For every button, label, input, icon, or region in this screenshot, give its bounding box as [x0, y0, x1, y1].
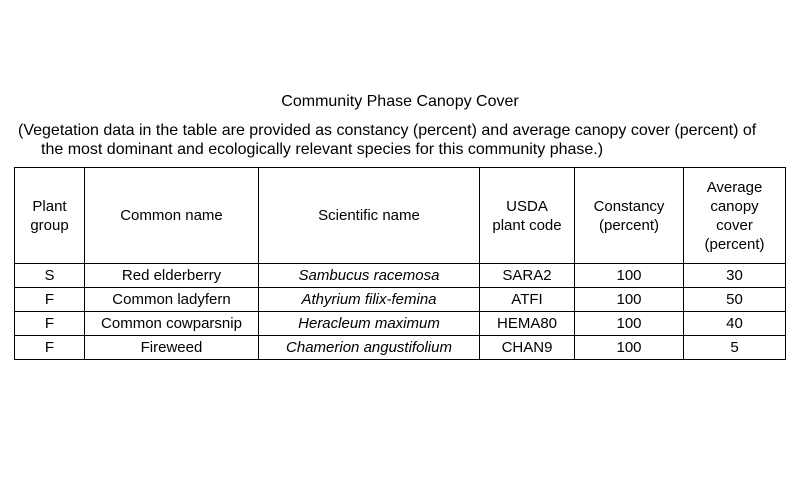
cell-constancy: 100 — [575, 288, 684, 312]
header-text: USDA — [506, 197, 548, 215]
cell-constancy: 100 — [575, 264, 684, 288]
cell-avg-cover: 5 — [684, 336, 786, 360]
header-text: group — [30, 216, 69, 234]
header-text: (percent) — [704, 235, 765, 253]
cell-usda-code: HEMA80 — [480, 312, 575, 336]
cell-common-name: Fireweed — [85, 336, 259, 360]
header-common-name — [85, 168, 259, 264]
cell-usda-code: CHAN9 — [480, 336, 575, 360]
page-title: Community Phase Canopy Cover — [281, 93, 519, 110]
cell-avg-cover: 40 — [684, 312, 786, 336]
cell-usda-code: ATFI — [480, 288, 575, 312]
header-text: Scientific name — [318, 207, 420, 224]
header-text: plant code — [492, 216, 562, 234]
table-caption — [18, 121, 788, 159]
table-row — [15, 312, 786, 336]
header-usda-code — [480, 168, 575, 264]
header-text: (percent) — [598, 216, 660, 234]
header-text: Constancy — [593, 197, 665, 215]
cell-scientific-name: Athyrium filix-femina — [259, 288, 480, 312]
caption-line-1: (Vegetation data in the table are provided as constancy (percent) and average canopy cover (percent) of — [18, 122, 757, 139]
cell-constancy: 100 — [575, 312, 684, 336]
cell-common-name: Common cowparsnip — [85, 312, 259, 336]
canopy-cover-table — [14, 167, 786, 360]
cell-scientific-name: Sambucus racemosa — [259, 264, 480, 288]
cell-avg-cover: 30 — [684, 264, 786, 288]
cell-plant-group: F — [15, 288, 85, 312]
cell-plant-group: F — [15, 312, 85, 336]
cell-plant-group: S — [15, 264, 85, 288]
cell-common-name: Common ladyfern — [85, 288, 259, 312]
header-text: cover — [716, 216, 753, 234]
header-text: Common name — [120, 207, 223, 224]
header-constancy — [575, 168, 684, 264]
header-average-canopy-cover — [684, 168, 786, 264]
header-text: canopy — [710, 197, 759, 215]
cell-constancy: 100 — [575, 336, 684, 360]
caption-line-2: the most dominant and ecologically relevant species for this community phase.) — [41, 141, 604, 158]
table-row — [15, 336, 786, 360]
cell-usda-code: SARA2 — [480, 264, 575, 288]
table-header-row — [15, 168, 786, 264]
cell-plant-group: F — [15, 336, 85, 360]
cell-avg-cover: 50 — [684, 288, 786, 312]
header-text: Plant — [32, 197, 67, 215]
cell-scientific-name: Heracleum maximum — [259, 312, 480, 336]
table-row — [15, 264, 786, 288]
cell-scientific-name: Chamerion angustifolium — [259, 336, 480, 360]
header-plant-group — [15, 168, 85, 264]
cell-common-name: Red elderberry — [85, 264, 259, 288]
header-scientific-name — [259, 168, 480, 264]
table-row — [15, 288, 786, 312]
header-text: Average — [706, 178, 763, 196]
